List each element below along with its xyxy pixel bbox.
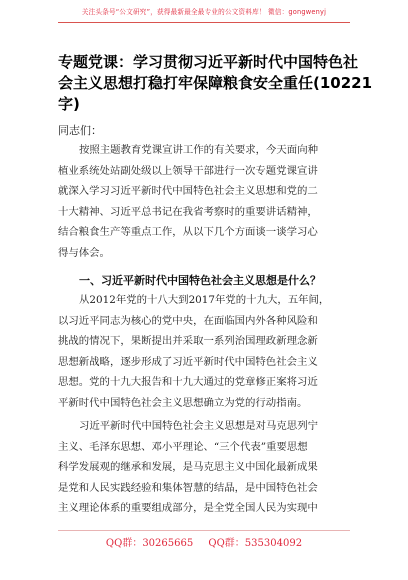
paragraph-line: 主义理论体系的重要组成部分，是全党全国人民为实现中 — [58, 502, 318, 514]
paragraph-line: 得与体会。 — [58, 246, 110, 259]
footer-qq-group-1: QQ群：30265665 — [105, 538, 194, 549]
header-divider — [58, 22, 350, 23]
paragraph-line: 科学发展观的继承和发展，是马克思主义中国化最新成果 — [58, 461, 318, 473]
footer-qq-group-2: QQ群：535304092 — [208, 538, 303, 549]
footer-contact — [0, 534, 408, 549]
paragraph-line: 主义、毛泽东思想、邓小平理论、“三个代表”重要思想 — [58, 440, 308, 453]
header-promo-banner: 关注头条号“公文研究”，获得最新最全最专业的公文资料库！ 微信：gongwenyj — [81, 8, 327, 16]
paragraph-line: 挑战的情况下，果断提出并采取一系列治国理政新理念新 — [58, 335, 318, 347]
paragraph-line: 思想。党的十九大报告和十九大通过的党章修正案将习近 — [58, 376, 318, 388]
salutation: 同志们： — [58, 124, 102, 137]
document-title — [58, 52, 373, 115]
paragraph-line: 结合粮食生产等重点工作，从以下几个方面谈一谈学习心 — [58, 226, 318, 238]
paragraph-line: 平新时代中国特色社会主义思想确立为党的行动指南。 — [58, 396, 308, 409]
paragraph-line: 从2012年党的十八大到2017年党的十九大，五年间， — [79, 294, 330, 306]
section-heading: 一、习近平新时代中国特色社会主义思想是什么？ — [79, 274, 321, 287]
paragraph-line: 思想新战略，逐步形成了习近平新时代中国特色社会主义 — [58, 355, 318, 368]
section-paragraph — [58, 290, 354, 413]
paragraph-line: 植业系统处站副处级以上领导干部进行一次专题党课宣讲 — [58, 164, 318, 177]
paragraph-line: 十大精神、习近平总书记在我省考察时的重要讲话精神， — [58, 205, 318, 218]
paragraph-line: 以习近平同志为核心的党中央，在面临国内外各种风险和 — [58, 314, 318, 327]
title-line: 专题党课：学习贯彻习近平新时代中国特色社 — [58, 53, 359, 71]
title-line: 会主义思想打稳打牢保障粮食安全重任(10221 — [58, 74, 373, 92]
title-line: 字) — [58, 95, 80, 113]
paragraph-line: 习近平新时代中国特色社会主义思想是对马克思列宁 — [79, 420, 318, 432]
paragraph-line: 是党和人民实践经验和集体智慧的结晶，是中国特色社会 — [58, 481, 318, 494]
footer-divider — [58, 530, 350, 531]
intro-paragraph — [58, 140, 354, 263]
paragraph-line: 就深入学习习近平新时代中国特色社会主义思想和党的二 — [58, 185, 318, 197]
paragraph-line: 按照主题教育党课宣讲工作的有关要求，今天面向种 — [79, 144, 318, 156]
section-paragraph — [58, 416, 354, 519]
